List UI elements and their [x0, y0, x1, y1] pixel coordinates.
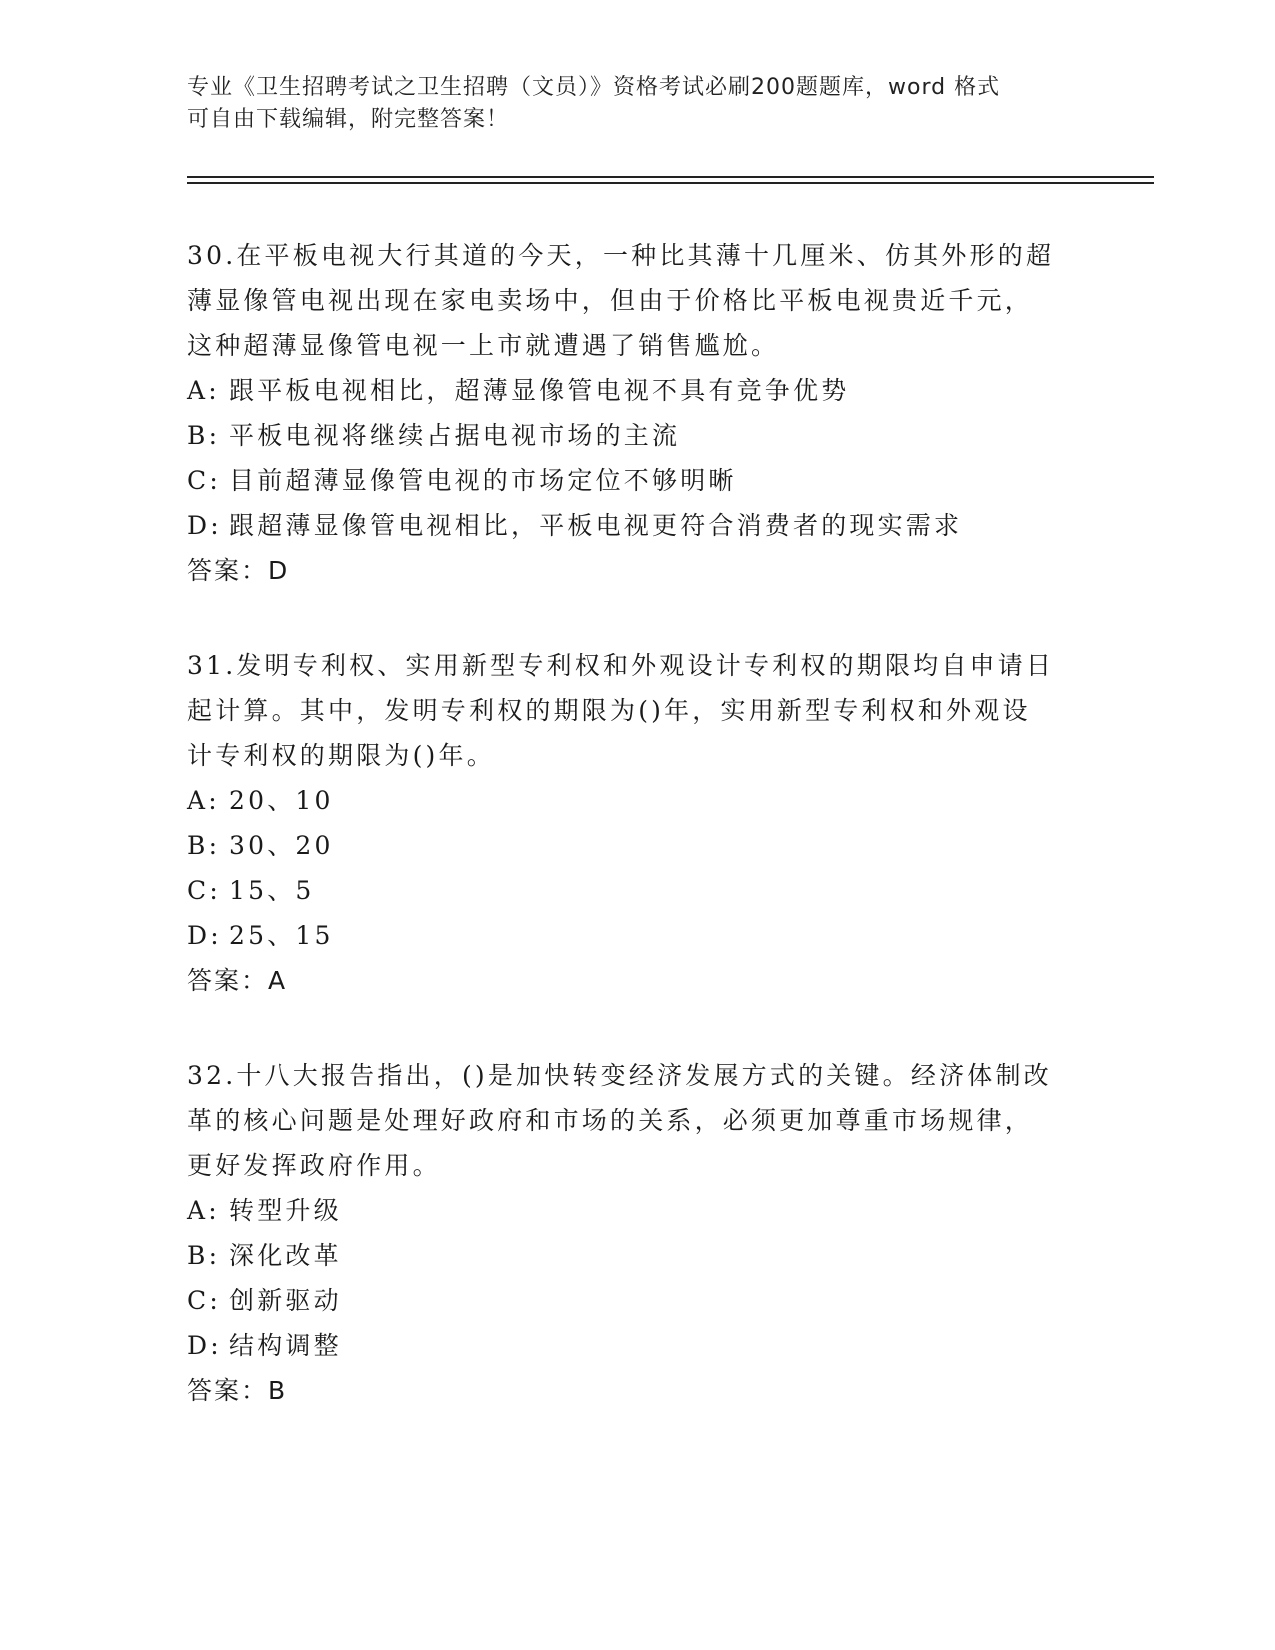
document-header — [187, 72, 1087, 136]
answer-line: 答案：A — [187, 966, 288, 995]
stem-line: 薄显像管电视出现在家电卖场中，但由于价格比平板电视贵近千元， — [187, 286, 1034, 315]
option-text: 跟平板电视相比，超薄显像管电视不具有竞争优势 — [229, 376, 850, 405]
option-key: D: — [187, 511, 222, 540]
option-key: C: — [187, 876, 221, 905]
question-31 — [187, 643, 1107, 1003]
option-d — [187, 1323, 1107, 1368]
option-text: 跟超薄显像管电视相比，平板电视更符合消费者的现实需求 — [229, 511, 963, 540]
stem-line: 起计算。其中，发明专利权的期限为()年，实用新型专利权和外观设 — [187, 696, 1031, 725]
option-text: 创新驱动 — [229, 1286, 342, 1315]
option-c — [187, 868, 1107, 913]
option-text: 25、15 — [229, 921, 334, 950]
option-key: A: — [187, 1196, 220, 1225]
option-a — [187, 1188, 1107, 1233]
option-key: B: — [187, 831, 221, 860]
question-stem — [187, 1053, 1107, 1188]
option-c — [187, 1278, 1107, 1323]
stem-line: 31.发明专利权、实用新型专利权和外观设计专利权的期限均自申请日 — [187, 651, 1055, 680]
question-30 — [187, 233, 1107, 593]
option-text: 20、10 — [229, 786, 334, 815]
option-c — [187, 458, 1107, 503]
option-key: B: — [187, 421, 221, 450]
stem-line: 更好发挥政府作用。 — [187, 1151, 441, 1180]
option-text: 深化改革 — [229, 1241, 342, 1270]
option-key: C: — [187, 466, 221, 495]
header-line-1: 专业《卫生招聘考试之卫生招聘（文员）》资格考试必刷200题题库，word 格式 — [187, 75, 1001, 100]
stem-line: 这种超薄显像管电视一上市就遭遇了销售尴尬。 — [187, 331, 780, 360]
option-a — [187, 778, 1107, 823]
question-32 — [187, 1053, 1107, 1413]
answer-line: 答案：D — [187, 556, 290, 585]
stem-line: 革的核心问题是处理好政府和市场的关系，必须更加尊重市场规律， — [187, 1106, 1034, 1135]
option-key: A: — [187, 376, 220, 405]
option-text: 转型升级 — [229, 1196, 342, 1225]
option-text: 30、20 — [229, 831, 334, 860]
option-b — [187, 413, 1107, 458]
option-d — [187, 913, 1107, 958]
option-text: 平板电视将继续占据电视市场的主流 — [229, 421, 681, 450]
question-stem — [187, 643, 1107, 778]
option-key: B: — [187, 1241, 221, 1270]
header-divider-top — [187, 176, 1154, 178]
option-key: D: — [187, 1331, 222, 1360]
option-key: C: — [187, 1286, 221, 1315]
stem-line: 30.在平板电视大行其道的今天，一种比其薄十几厘米、仿其外形的超 — [187, 241, 1055, 270]
question-stem — [187, 233, 1107, 368]
stem-line: 计专利权的期限为()年。 — [187, 741, 495, 770]
header-divider-bottom — [187, 182, 1154, 184]
option-text: 目前超薄显像管电视的市场定位不够明晰 — [229, 466, 737, 495]
option-key: A: — [187, 786, 220, 815]
option-key: D: — [187, 921, 222, 950]
answer-line: 答案：B — [187, 1376, 288, 1405]
option-text: 结构调整 — [229, 1331, 342, 1360]
stem-line: 32.十八大报告指出，()是加快转变经济发展方式的关键。经济体制改 — [187, 1061, 1052, 1090]
option-b — [187, 823, 1107, 868]
option-d — [187, 503, 1107, 548]
header-line-2: 可自由下载编辑，附完整答案！ — [187, 107, 510, 132]
option-b — [187, 1233, 1107, 1278]
option-text: 15、5 — [229, 876, 315, 905]
option-a — [187, 368, 1107, 413]
